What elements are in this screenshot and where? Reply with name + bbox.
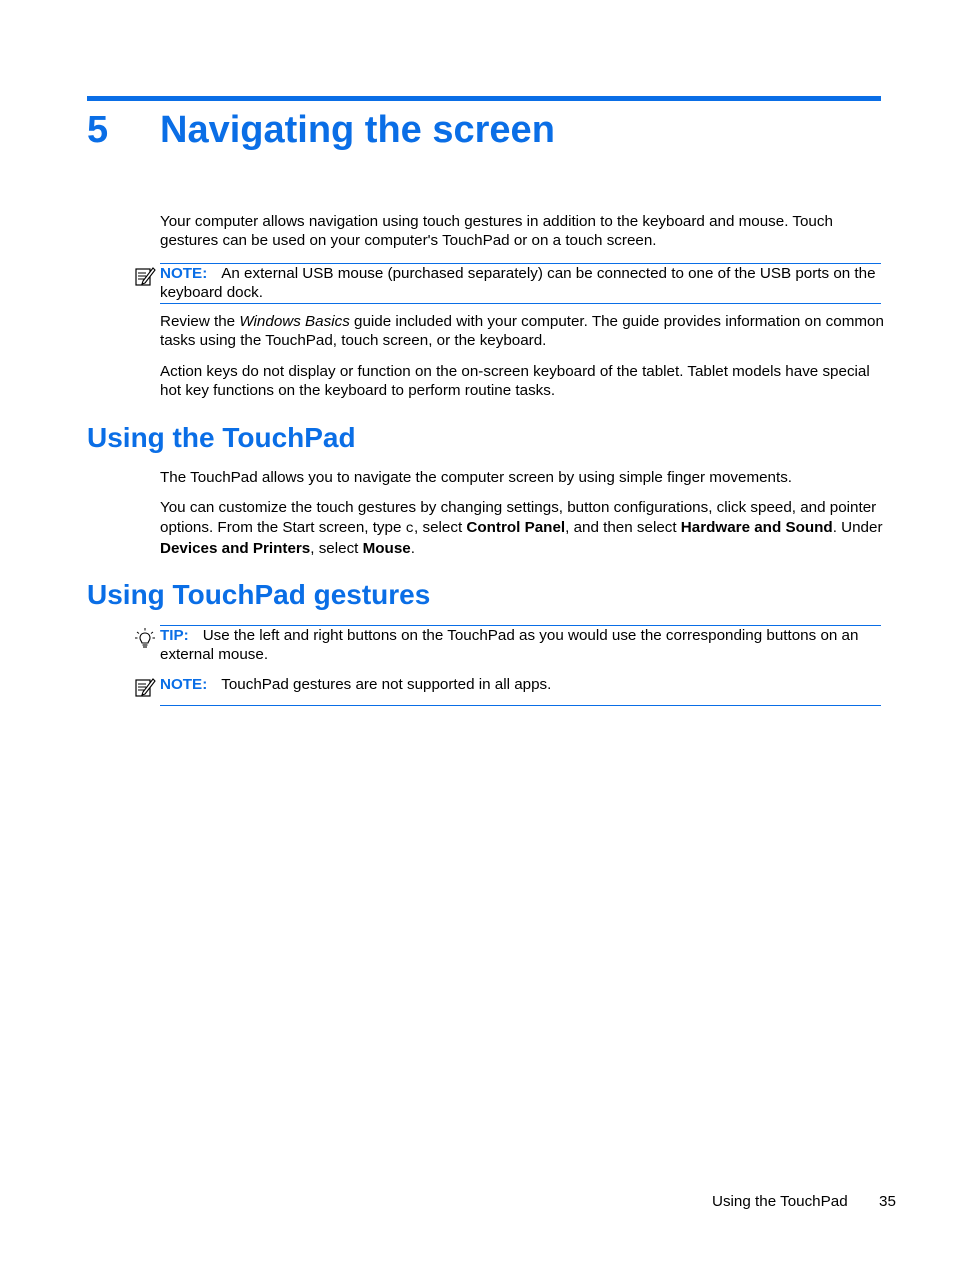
section-heading-gestures: Using TouchPad gestures xyxy=(87,579,431,610)
note-label: NOTE: xyxy=(160,676,208,693)
touchpad-paragraph-1: The TouchPad allows you to navigate the computer screen by using simple finger movements. xyxy=(160,469,793,486)
review-text-1: Review the xyxy=(160,313,240,330)
p2-bold-hardware-sound: Hardware and Sound xyxy=(680,519,833,536)
lightbulb-icon xyxy=(134,627,156,649)
p2-code: c xyxy=(405,521,415,537)
p2-text-3: , and then select xyxy=(565,519,681,536)
review-italic: Windows Basics xyxy=(239,313,350,330)
p2-bold-mouse: Mouse xyxy=(362,540,411,557)
action-keys-paragraph: Action keys do not display or function on the on-screen keyboard of the tablet. Tablet models have special hot key functions on the keyboard to perform routine tasks. xyxy=(160,363,870,399)
note-text: TouchPad gestures are not supported in all apps. xyxy=(221,676,552,693)
note-icon xyxy=(134,265,156,287)
chapter-title: Navigating the screen xyxy=(160,109,555,151)
p2-text-2: , select xyxy=(414,519,467,536)
p2-bold-control-panel: Control Panel xyxy=(466,519,566,536)
chapter-rule xyxy=(87,96,881,101)
note-callout xyxy=(160,263,881,304)
intro-paragraph: Your computer allows navigation using touch gestures in addition to the keyboard and mouse. Touch gestures can be used on your computer's TouchPad or on a touch screen. xyxy=(160,213,833,249)
footer-section-title: Using the TouchPad xyxy=(712,1193,848,1210)
note-callout-2 xyxy=(160,675,881,706)
p2-text-4: . Under xyxy=(832,519,883,536)
p2-text-6: . xyxy=(410,540,415,557)
note-text: An external USB mouse (purchased separately) can be connected to one of the USB ports on the keyboard dock. xyxy=(160,265,876,301)
chapter-heading xyxy=(87,106,555,154)
chapter-number: 5 xyxy=(87,109,109,151)
note-label: NOTE: xyxy=(160,265,208,282)
section-heading-touchpad: Using the TouchPad xyxy=(87,422,356,453)
review-text-2: guide included with your computer. The guide provides information on common tasks using the TouchPad, touch screen, or the keyboard. xyxy=(160,313,884,349)
tip-text: Use the left and right buttons on the TouchPad as you would use the corresponding buttons on an external mouse. xyxy=(160,627,859,663)
touchpad-paragraph-2 xyxy=(160,498,885,559)
tip-label: TIP: xyxy=(160,627,189,644)
tip-callout xyxy=(160,625,881,664)
p2-text-5: , select xyxy=(310,540,363,557)
review-paragraph xyxy=(160,312,885,350)
p2-text-1: You can customize the touch gestures by changing settings, button configurations, click speed, and pointer options. From the Start screen, type xyxy=(160,499,877,536)
footer-page-number: 35 xyxy=(879,1193,896,1210)
note-icon xyxy=(134,676,156,698)
p2-bold-devices-printers: Devices and Printers xyxy=(160,540,311,557)
